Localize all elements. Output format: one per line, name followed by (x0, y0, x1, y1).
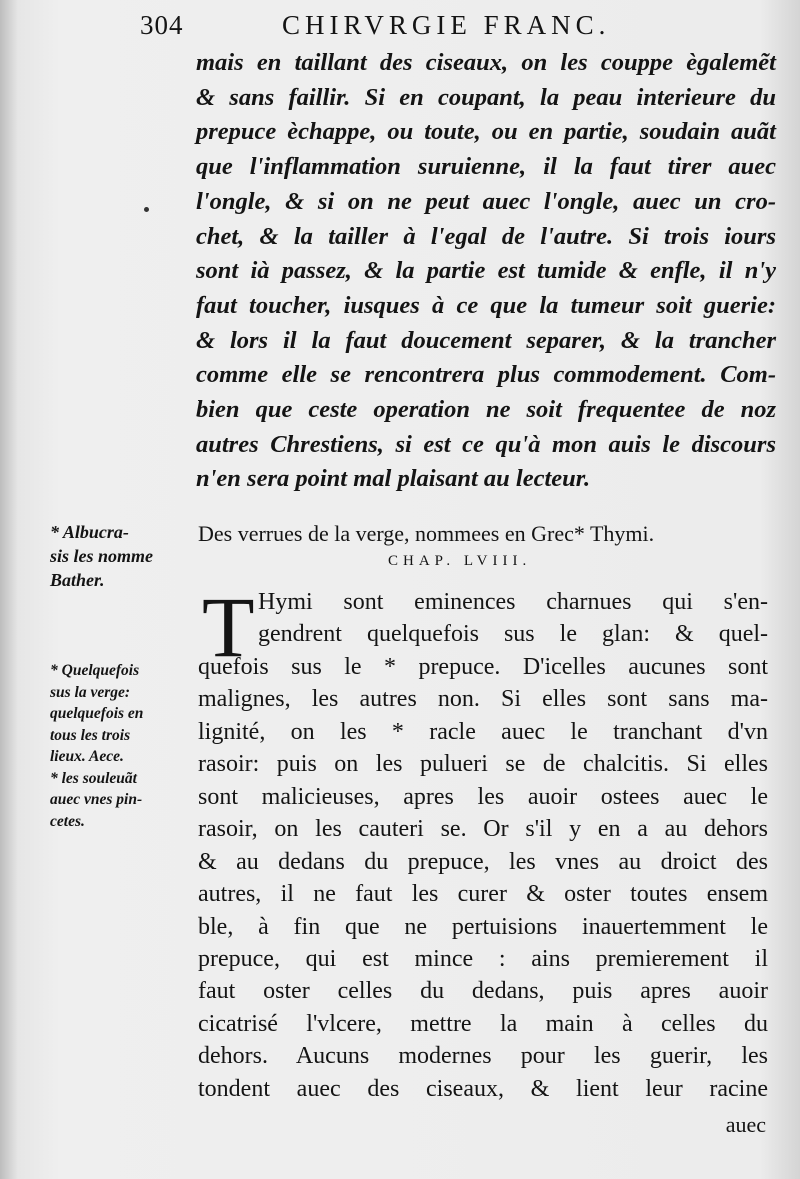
drop-cap: T (202, 579, 255, 675)
text-line: bien que ceste operation ne soit frequentee de noz (196, 396, 776, 424)
catchword: auec (725, 1112, 766, 1137)
text-line: prepuce èchappe, ou toute, ou en partie, soudain auãt (196, 118, 776, 146)
text-line: ble, à fin que ne pertuisions inauertemment le (198, 913, 768, 940)
text-line: tondent auec des ciseaux, & lient leur racine (198, 1075, 768, 1102)
margin-note-line: cetes. (50, 812, 85, 830)
ink-speck (144, 207, 149, 212)
text-line: rasoir, on les cauteri se. Or s'il y en a au dehors (198, 816, 768, 843)
text-line: lignité, on les * racle auec le tranchant d'vn (198, 718, 768, 745)
chapter-title: Des verrues de la verge, nommees en Grec* Thymi. (198, 521, 655, 546)
margin-note-line: auec vnes pin- (50, 791, 143, 808)
margin-note-line: * Albucra- (50, 522, 129, 542)
margin-note-line: tous les trois (50, 726, 131, 744)
text-line: rasoir: puis on les pulueri se de chalcitis. Si elles (198, 751, 768, 778)
chapter-label: CHAP. LVIII. (388, 553, 532, 569)
margin-note-line: * Quelquefois (50, 662, 140, 679)
running-title: CHIRVRGIE FRANC. (282, 10, 611, 40)
top-paragraph (196, 46, 776, 497)
text-line: faut toucher, iusques à ce que la tumeur soit guerie: (196, 291, 776, 319)
text-line: gendrent quelquefois sus le glan: & quel- (258, 621, 768, 648)
text-line: malignes, les autres non. Si elles sont sans ma- (198, 686, 768, 713)
text-line: faut oster celles du dedans, puis apres auoir (198, 978, 768, 1005)
text-line: cicatrisé l'vlcere, mettre la main à celles du (198, 1010, 768, 1037)
text-line: & lors il la faut doucement separer, & la trancher (196, 326, 776, 354)
page-number: 304 (140, 10, 184, 40)
text-line: autres Chrestiens, si est ce qu'à mon auis le discours (196, 430, 776, 458)
margin-note-albucrasis (50, 520, 190, 592)
text-line: chet, & la tailler à l'egal de l'autre. Si trois iours (196, 222, 776, 250)
text-line: Hymi sont eminences charnues qui s'en- (258, 589, 768, 615)
text-line: mais en taillant des ciseaux, on les couppe ègalemẽt (196, 49, 776, 76)
text-line: dehors. Aucuns modernes pour les guerir, les (198, 1043, 768, 1070)
margin-note-line: * les souleuãt (50, 769, 137, 787)
margin-note-quelquefois (50, 660, 190, 832)
text-line: que l'inflammation suruienne, il la faut tirer auec (196, 153, 776, 181)
text-line: prepuce, qui est mince : ains premierement il (198, 945, 768, 972)
margin-note-line: Bather. (50, 570, 105, 590)
text-line: comme elle se rencontrera plus commodement. Com- (196, 361, 776, 389)
text-line: & sans faillir. Si en coupant, la peau interieure du (196, 83, 776, 111)
text-line: sont ià passez, & la partie est tumide & enfle, il n'y (196, 257, 776, 285)
margin-note-line: sus la verge: (50, 683, 131, 701)
margin-note-line: sis les nomme (50, 546, 154, 566)
text-line: quefois sus le * prepuce. D'icelles aucunes sont (198, 653, 768, 680)
margin-note-line: lieux. Aece. (50, 748, 124, 765)
text-line: sont malicieuses, apres les auoir ostees auec le (198, 783, 768, 810)
text-line: autres, il ne faut les curer & oster toutes ensem (198, 881, 768, 908)
body-paragraph (198, 579, 768, 1105)
text-line: & au dedans du prepuce, les vnes au droict des (198, 848, 768, 875)
page-header (140, 6, 800, 46)
text-line: n'en sera point mal plaisant au lecteur. (196, 465, 591, 493)
margin-note-line: quelquefois en (50, 705, 144, 722)
text-line: l'ongle, & si on ne peut auec l'ongle, auec un cro- (196, 187, 776, 215)
